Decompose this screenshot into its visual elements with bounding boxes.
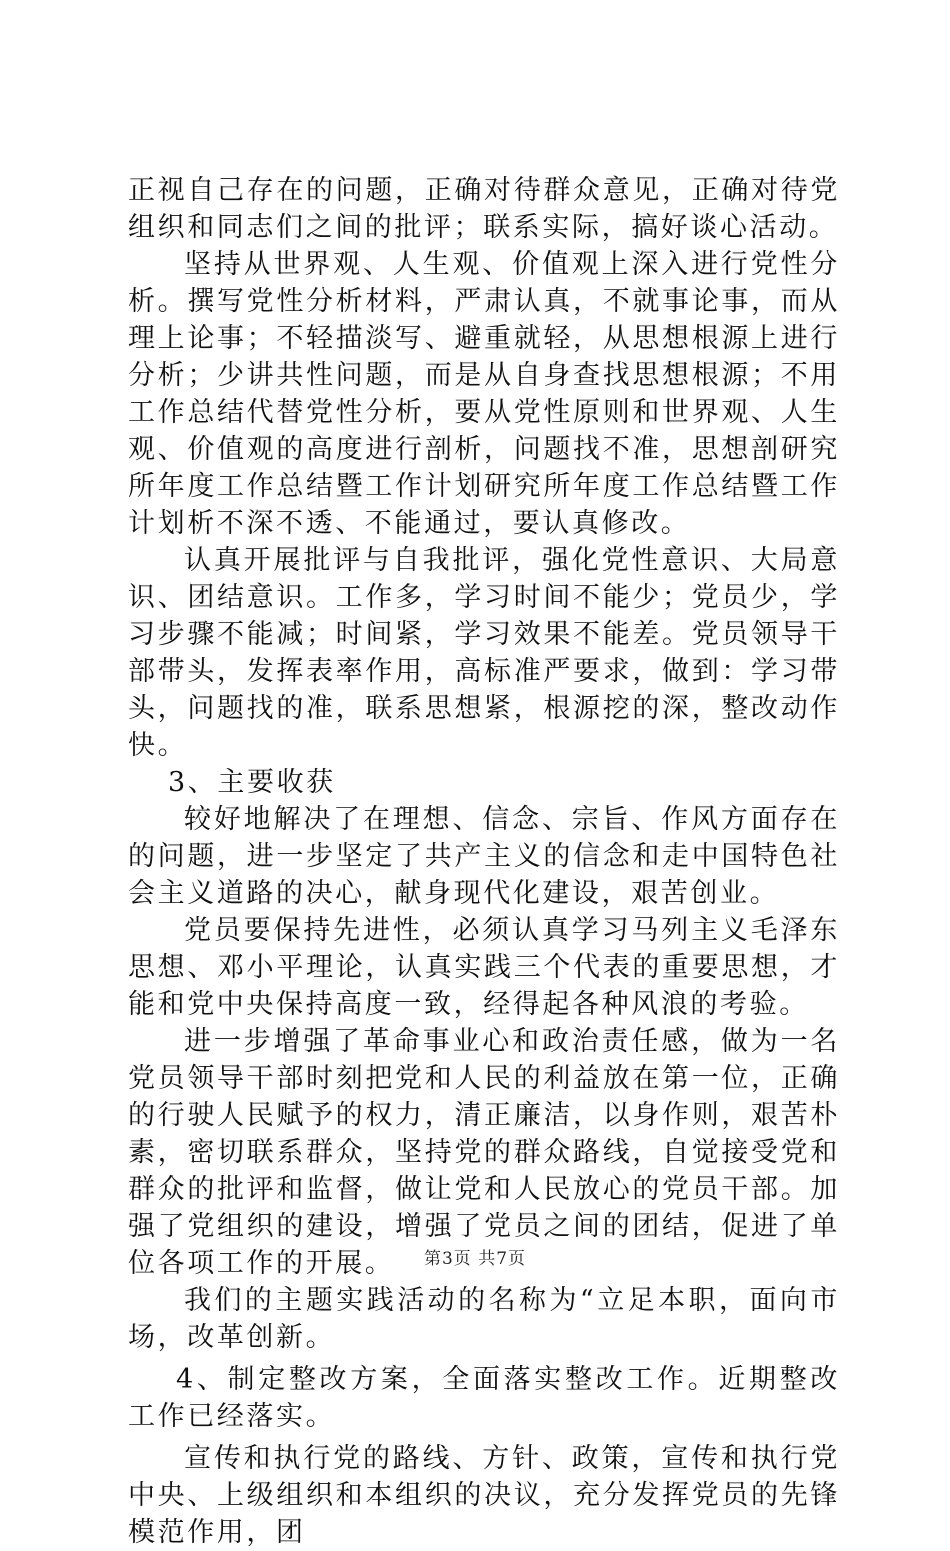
paragraph-8: 宣传和执行党的路线、方针、政策，宣传和执行党中央、上级组织和本组织的决议，充分发挥党员的先锋模范作用，团 [128, 1443, 840, 1548]
paragraph-3: 认真开展批评与自我批评，强化党性意识、大局意识、团结意识。工作多，学习时间不能少；党员少，学习步骤不能减；时间紧，学习效果不能差。党员领导干部带头，发挥表率作用，高标准严要求，做到：学习带头，问题找的准，联系思想紧，根源挖的深，整改动作快。 [128, 545, 840, 761]
paragraph-7: 我们的主题实践活动的名称为“立足本职，面向市场，改革创新。 [128, 1285, 840, 1353]
paragraph-5: 党员要保持先进性，必须认真学习马列主义毛泽东思想、邓小平理论，认真实践三个代表的重要思想，才能和党中央保持高度一致，经得起各种风浪的考验。 [128, 915, 840, 1020]
section-heading-3: 3、主要收获 [168, 767, 336, 798]
page-number-footer: 第3页 共7页 [423, 1249, 527, 1269]
paragraph-1: 正视自己存在的问题，正确对待群众意见，正确对待党组织和同志们之间的批评；联系实际，搞好谈心活动。 [128, 175, 840, 243]
section-heading-4: 4、制定整改方案，全面落实整改工作。近期整改工作已经落实。 [128, 1364, 840, 1432]
paragraph-6: 进一步增强了革命事业心和政治责任感，做为一名党员领导干部时刻把党和人民的利益放在第一位，正确的行驶人民赋予的权力，清正廉洁，以身作则，艰苦朴素，密切联系群众，坚持党的群众路线，自觉接受党和群众的批评和监督，做让党和人民放心的党员干部。加强了党组织的建设，增强了党员之间的团结，促进了单位各项工作的开展。 [128, 1026, 840, 1279]
paragraph-2: 坚持从世界观、人生观、价值观上深入进行党性分析。撰写党性分析材料，严肃认真，不就事论事，而从理上论事；不轻描淡写、避重就轻，从思想根源上进行分析；少讲共性问题，而是从自身查找思想根源；不用工作总结代替党性分析，要从党性原则和世界观、人生观、价值观的高度进行剖析，问题找不准，思想剖研究所年度工作总结暨工作计划研究所年度工作总结暨工作计划析不深不透、不能通过，要认真修改。 [128, 249, 840, 539]
document-body [128, 172, 840, 1551]
paragraph-4: 较好地解决了在理想、信念、宗旨、作风方面存在的问题，进一步坚定了共产主义的信念和走中国特色社会主义道路的决心，献身现代化建设，艰苦创业。 [128, 804, 840, 909]
